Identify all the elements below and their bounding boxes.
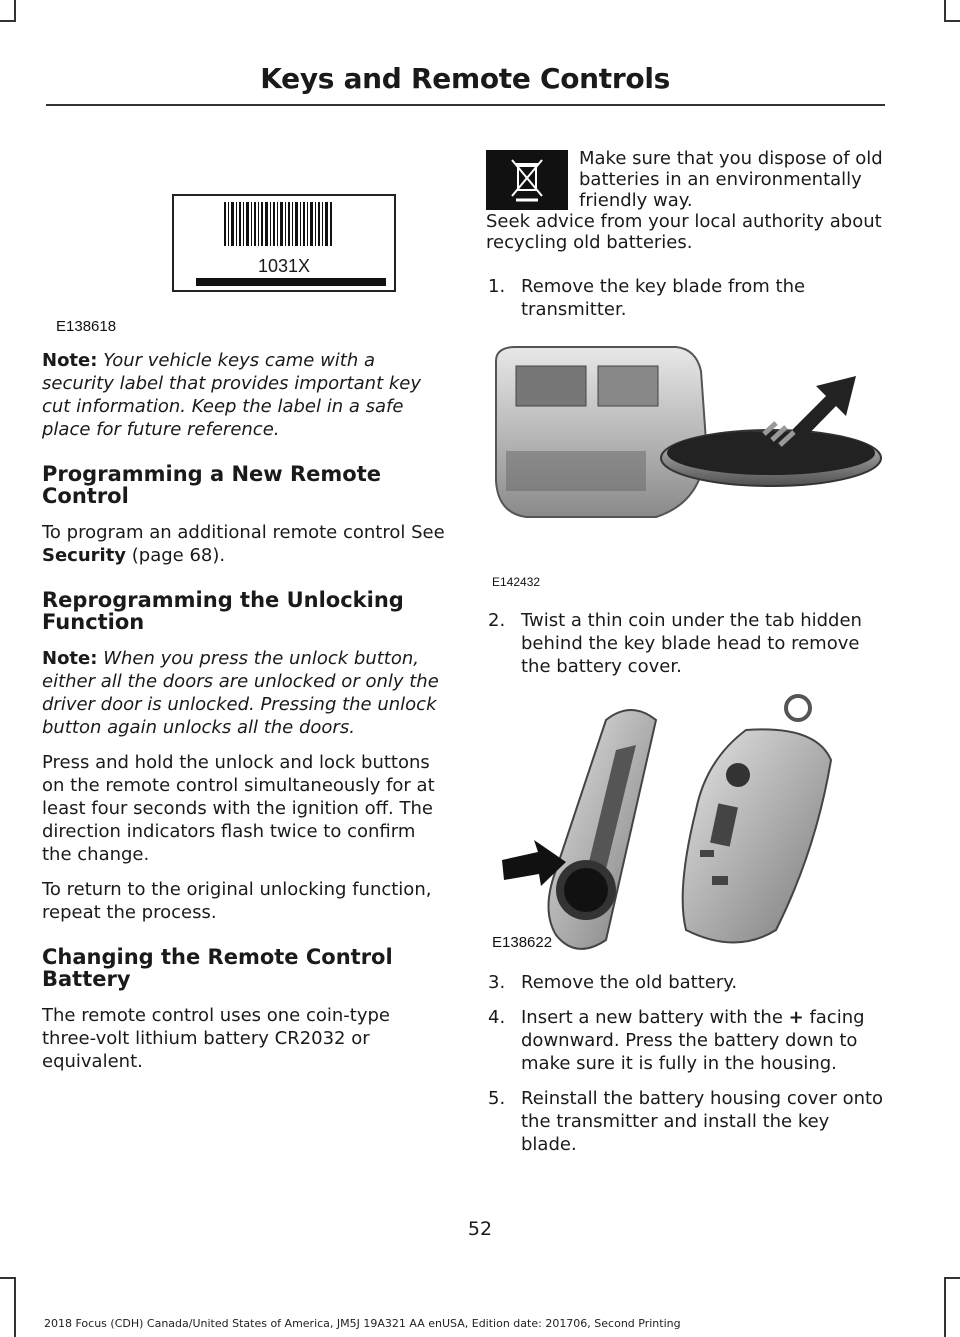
paragraph-text: (page 68). bbox=[126, 545, 226, 566]
steps-list bbox=[486, 609, 886, 678]
crop-mark bbox=[944, 0, 946, 22]
key-fob-battery-figure bbox=[486, 341, 886, 571]
figure-id: E138622 bbox=[492, 934, 553, 951]
label-code-text: 1031X bbox=[257, 256, 311, 276]
paragraph: To return to the original unlocking function, repeat the process. bbox=[42, 879, 432, 923]
note-paragraph bbox=[42, 349, 448, 441]
figure-id: E138618 bbox=[56, 318, 117, 335]
note-label: Note: bbox=[42, 350, 98, 371]
section-heading: Reprogramming the Unlocking Function bbox=[42, 588, 404, 634]
paragraph: The remote control uses one coin-type three-volt lithium battery CR2032 or equivalent. bbox=[42, 1005, 390, 1072]
note-paragraph bbox=[42, 647, 448, 739]
list-item bbox=[486, 971, 886, 994]
step-number: 4. bbox=[488, 1007, 506, 1028]
list-item bbox=[486, 275, 886, 321]
recycle-block bbox=[486, 148, 886, 211]
battery-cover-figure bbox=[486, 690, 886, 960]
crop-mark bbox=[0, 1277, 16, 1279]
page-title: Keys and Remote Controls bbox=[260, 62, 670, 95]
steps-list bbox=[486, 275, 886, 321]
right-column bbox=[486, 148, 886, 1168]
list-item bbox=[486, 1006, 886, 1075]
header-rule bbox=[46, 104, 885, 106]
note-label: Note: bbox=[42, 648, 98, 669]
crop-mark bbox=[944, 1277, 960, 1279]
section-heading: Programming a New Remote Control bbox=[42, 462, 382, 508]
recycle-text: Make sure that you dispose of old batteries in an environmentally friendly way. bbox=[579, 148, 883, 211]
step-text: Remove the key blade from the transmitter. bbox=[521, 276, 806, 320]
section-heading: Changing the Remote Control Battery bbox=[42, 945, 393, 991]
step-number: 1. bbox=[488, 276, 506, 297]
crop-mark bbox=[14, 0, 16, 22]
plus-symbol: + bbox=[788, 1007, 804, 1028]
note-text: When you press the unlock button, either all the doors are unlocked or only the driver door is unlocked. Pressing the unlock button again unlocks all the doors. bbox=[42, 648, 439, 738]
recycling-bin-icon bbox=[486, 150, 568, 210]
figure-id: E142432 bbox=[492, 575, 541, 589]
step-number: 5. bbox=[488, 1088, 506, 1109]
step-text: Reinstall the battery housing cover onto the transmitter and install the key blade. bbox=[521, 1088, 884, 1155]
paragraph-text: To program an additional remote control See bbox=[42, 522, 445, 543]
step-text: facing downward. Press the battery down to make sure it is fully in the housing. bbox=[521, 1007, 865, 1074]
step-text: Remove the old battery. bbox=[521, 972, 738, 993]
left-column bbox=[42, 190, 448, 1085]
paragraph: Press and hold the unlock and lock buttons on the remote control simultaneously for at least four seconds with the ignition off. The direction indicators flash twice to confirm the change. bbox=[42, 752, 435, 865]
crop-mark bbox=[0, 20, 16, 22]
edition-footer: 2018 Focus (CDH) Canada/United States of America, JM5J 19A321 AA enUSA, Edition date: 201706, Second Printing bbox=[44, 1317, 681, 1330]
steps-list bbox=[486, 971, 886, 1156]
step-number: 3. bbox=[488, 972, 506, 993]
crop-mark bbox=[944, 20, 960, 22]
paragraph: Seek advice from your local authority about recycling old batteries. bbox=[486, 211, 882, 253]
paragraph bbox=[42, 521, 448, 567]
crop-mark bbox=[944, 1277, 946, 1337]
step-number: 2. bbox=[488, 610, 506, 631]
crop-mark bbox=[14, 1277, 16, 1337]
note-text: Your vehicle keys came with a security label that provides important key cut information. Keep the label in a safe place for future reference. bbox=[42, 350, 422, 440]
step-text: Insert a new battery with the bbox=[521, 1007, 789, 1028]
page-number: 52 bbox=[467, 1218, 493, 1240]
cross-reference-link[interactable]: Security bbox=[42, 545, 127, 566]
step-text: Twist a thin coin under the tab hidden behind the key blade head to remove the battery cover. bbox=[521, 610, 862, 677]
list-item bbox=[486, 609, 886, 678]
list-item bbox=[486, 1087, 886, 1156]
